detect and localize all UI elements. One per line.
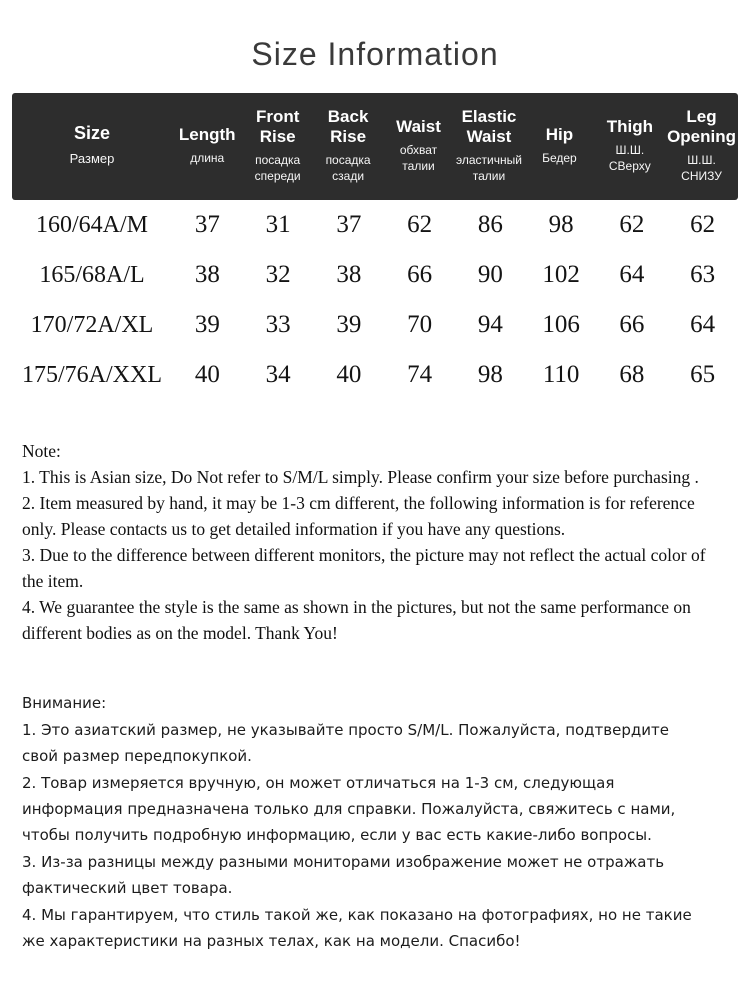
header-label-ru: посадка спереди — [254, 153, 301, 183]
header-cell-waist — [383, 117, 453, 175]
note-item: 2. Товар измеряется вручную, он может отличаться на 1-3 см, следующая информация предназначена только для справки. Пожалуйста, свяжитесь с нами, чтобы получить подробную информацию, если у вас есть какие-либо вопросы. — [22, 774, 676, 845]
value-cell: 90 — [477, 261, 503, 289]
value-cell: 64 — [690, 311, 716, 339]
value-cell: 98 — [477, 361, 503, 389]
note-item: 2. Item measured by hand, it may be 1-3 cm different, the following information is for reference only. Please contacts us to get detailed information if you have any questions. — [22, 493, 695, 540]
header-label-ru: посадка сзади — [325, 153, 371, 183]
note-item: 1. Это азиатский размер, не указывайте просто S/M/L. Пожалуйста, подтвердите свой размер передпокупкой. — [22, 721, 669, 766]
header-label-ru: Ш.Ш. СВерху — [608, 143, 651, 173]
table-row — [12, 350, 738, 400]
value-cell: 39 — [194, 311, 220, 339]
page-title: Size Information — [251, 36, 499, 72]
notes-english-heading: Note: — [22, 441, 61, 462]
value-cell: 66 — [619, 311, 645, 339]
note-item: 4. We guarantee the style is the same as shown in the pictures, but not the same performance on different bodies as on the model. Thank You! — [22, 597, 691, 644]
notes-english — [22, 438, 728, 646]
header-label-ru: Ш.Ш. СНИЗУ — [681, 153, 722, 183]
value-cell: 86 — [477, 211, 503, 239]
value-cell: 62 — [690, 211, 716, 239]
value-cell: 34 — [265, 361, 291, 389]
header-label-en: Leg Opening — [667, 107, 737, 146]
size-table-header — [12, 93, 738, 200]
header-label-en: Hip — [545, 124, 574, 144]
header-cell-leg-opening — [665, 107, 738, 184]
note-item: 1. This is Asian size, Do Not refer to S/M/L simply. Please confirm your size before purchasing . — [22, 467, 699, 488]
value-cell: 110 — [542, 361, 580, 389]
value-cell: 102 — [542, 261, 580, 289]
size-cell: 170/72A/XL — [30, 311, 154, 338]
value-cell: 98 — [548, 211, 574, 239]
header-cell-hip — [524, 125, 594, 167]
value-cell: 70 — [407, 311, 433, 339]
size-cell: 175/76A/XXL — [22, 361, 162, 388]
header-label-ru: эластичный талии — [455, 153, 522, 183]
table-row — [12, 300, 738, 350]
value-cell: 66 — [407, 261, 433, 289]
header-cell-length — [172, 125, 242, 167]
value-cell: 31 — [265, 211, 291, 239]
header-label-ru: Размер — [69, 151, 115, 167]
value-cell: 38 — [194, 261, 220, 289]
value-cell: 63 — [690, 261, 716, 289]
header-label-ru: Бедер — [542, 151, 577, 166]
header-label-ru: обхват талии — [399, 143, 438, 173]
header-label-en: Elastic Waist — [461, 107, 517, 146]
value-cell: 94 — [477, 311, 503, 339]
value-cell: 68 — [619, 361, 645, 389]
value-cell: 37 — [194, 211, 220, 239]
value-cell: 40 — [194, 361, 220, 389]
value-cell: 40 — [336, 361, 362, 389]
header-label-en: Size — [73, 123, 111, 144]
header-cell-size — [12, 123, 172, 168]
header-label-en: Length — [178, 124, 236, 144]
header-cell-thigh — [595, 117, 665, 175]
value-cell: 62 — [619, 211, 645, 239]
table-row — [12, 200, 738, 250]
value-cell: 38 — [336, 261, 362, 289]
note-item: 3. Из-за разницы между разными мониторами изображение может не отражать фактический цвет товара. — [22, 853, 665, 898]
header-label-en: Back Rise — [327, 107, 369, 146]
size-cell: 165/68A/L — [39, 261, 145, 288]
header-label-en: Front Rise — [255, 107, 300, 146]
header-cell-elastic-waist — [454, 107, 524, 184]
size-information-page — [0, 36, 750, 999]
header-label-en: Waist — [396, 116, 441, 136]
note-item: 4. Мы гарантируем, что стиль такой же, как показано на фотографиях, но не такие же характеристики на разных телах, как на модели. Спасибо! — [22, 906, 692, 951]
value-cell: 74 — [407, 361, 433, 389]
value-cell: 65 — [690, 361, 716, 389]
value-cell: 39 — [336, 311, 362, 339]
notes-russian-heading: Внимание: — [22, 694, 107, 713]
size-table — [12, 93, 738, 400]
size-cell: 160/64A/M — [35, 211, 148, 238]
header-label-ru: длина — [190, 151, 225, 166]
notes-russian — [22, 690, 692, 954]
value-cell: 106 — [542, 311, 580, 339]
value-cell: 64 — [619, 261, 645, 289]
header-cell-front-rise — [242, 107, 312, 184]
table-row — [12, 250, 738, 300]
header-cell-back-rise — [313, 107, 383, 184]
value-cell: 37 — [336, 211, 362, 239]
note-item: 3. Due to the difference between different monitors, the picture may not reflect the actual color of the item. — [22, 545, 706, 592]
value-cell: 32 — [265, 261, 291, 289]
header-label-en: Thigh — [606, 116, 653, 136]
value-cell: 62 — [407, 211, 433, 239]
value-cell: 33 — [265, 311, 291, 339]
